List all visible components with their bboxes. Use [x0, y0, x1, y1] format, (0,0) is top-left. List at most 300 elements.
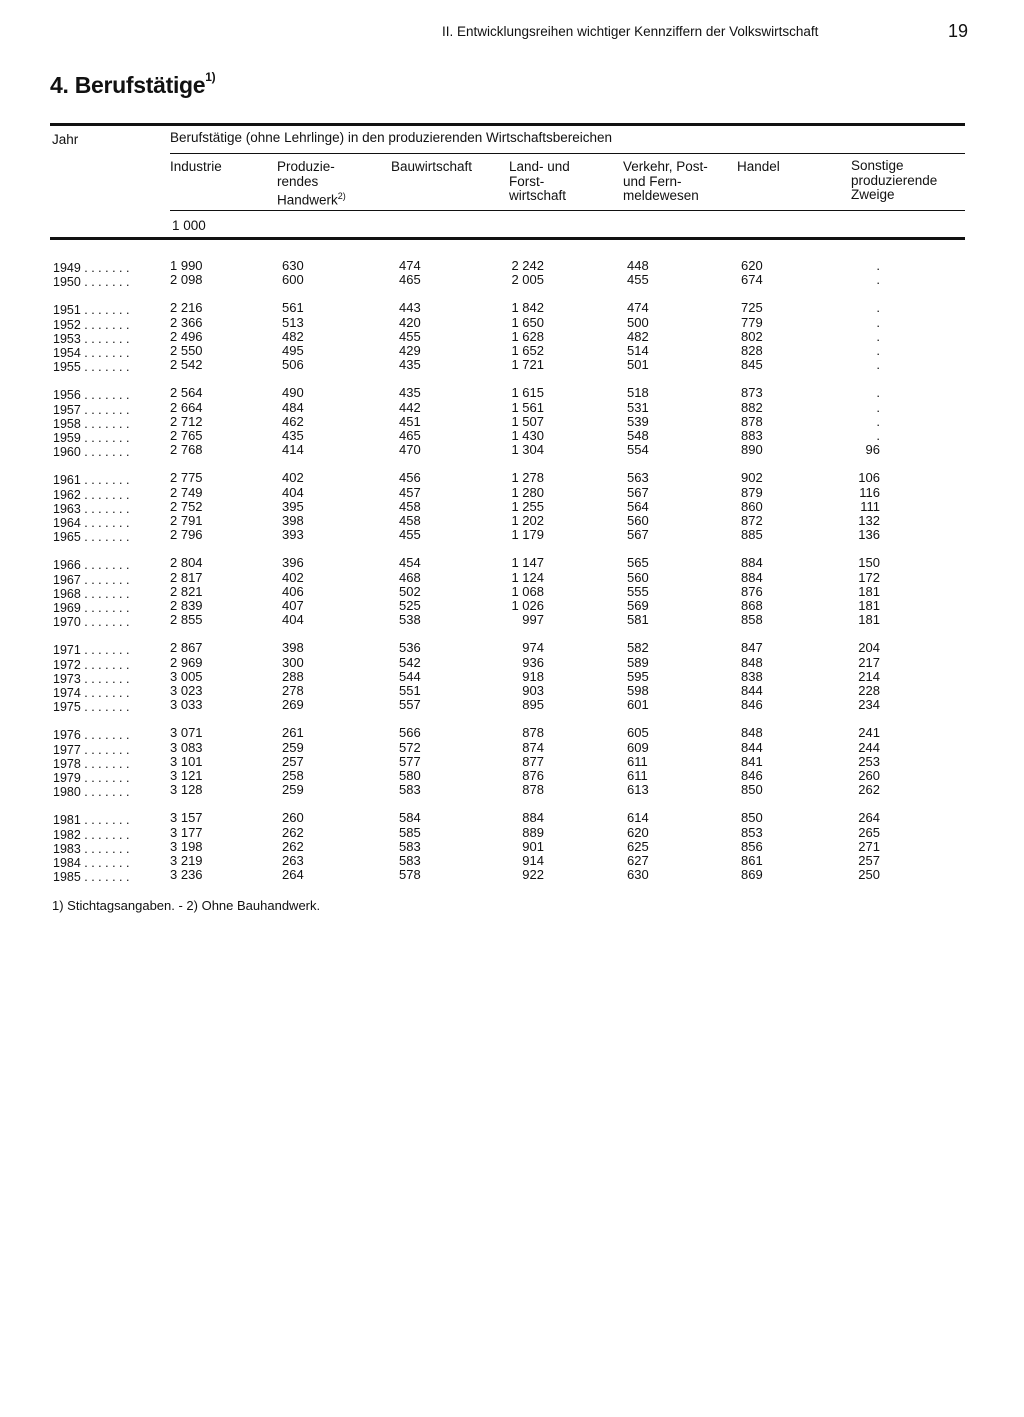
cell-sonstige: 111 [860, 498, 880, 514]
cell-verkehr: 514 [627, 343, 649, 358]
cell-industrie: 2 796 [170, 527, 203, 543]
cell-land-forstwirtschaft: 1 280 [511, 484, 544, 500]
cell-land-forstwirtschaft: 1 068 [511, 583, 544, 599]
row-year: 1976 . . . . . . . [53, 728, 130, 743]
cell-industrie: 2 749 [170, 484, 203, 500]
cell-handwerk: 495 [282, 343, 304, 358]
cell-verkehr: 569 [627, 598, 649, 613]
cell-bauwirtschaft: 442 [399, 399, 421, 415]
cell-handel: 876 [741, 583, 763, 599]
cell-verkehr: 564 [627, 498, 649, 514]
cell-handwerk: 288 [282, 668, 304, 684]
title-footnote-mark: 1) [205, 70, 216, 85]
cell-sonstige: 132 [858, 513, 880, 528]
cell-handwerk: 561 [282, 300, 304, 316]
row-year: 1959 . . . . . . . [53, 431, 130, 445]
cell-handel: 844 [741, 739, 763, 755]
row-year: 1979 . . . . . . . [53, 771, 130, 785]
cell-handwerk: 393 [282, 527, 304, 543]
cell-handwerk: 407 [282, 598, 304, 613]
cell-industrie: 2 775 [170, 470, 203, 486]
cell-industrie: 2 791 [170, 513, 203, 528]
cell-sonstige: . [876, 300, 880, 316]
cell-bauwirtschaft: 584 [399, 810, 421, 826]
row-year: 1965 . . . . . . . [53, 530, 130, 545]
cell-land-forstwirtschaft: 1 628 [511, 328, 544, 344]
row-year: 1981 . . . . . . . [53, 813, 130, 828]
cell-land-forstwirtschaft: 918 [522, 668, 544, 684]
cell-sonstige: 181 [858, 612, 880, 628]
cell-sonstige: 217 [858, 654, 880, 670]
cell-handel: 779 [741, 314, 763, 330]
cell-bauwirtschaft: 551 [399, 683, 421, 698]
cell-verkehr: 482 [627, 328, 649, 344]
cell-handwerk: 263 [282, 853, 304, 868]
row-year: 1966 . . . . . . . [53, 558, 130, 573]
cell-industrie: 2 768 [170, 442, 203, 458]
cell-sonstige: 204 [858, 640, 880, 656]
cell-industrie: 2 817 [170, 569, 203, 585]
cell-verkehr: 627 [627, 853, 649, 868]
cell-land-forstwirtschaft: 876 [522, 768, 544, 783]
row-year: 1982 . . . . . . . [53, 827, 130, 842]
cell-industrie: 2 542 [170, 357, 203, 373]
row-year: 1950 . . . . . . . [53, 275, 130, 290]
cell-bauwirtschaft: 456 [399, 470, 421, 486]
cell-bauwirtschaft: 542 [399, 654, 421, 670]
cell-handel: 869 [741, 867, 763, 883]
cell-bauwirtschaft: 457 [399, 484, 421, 500]
cell-industrie: 3 121 [170, 768, 203, 783]
cell-verkehr: 598 [627, 683, 649, 698]
cell-handwerk: 406 [282, 583, 304, 599]
column-header-line: und Fern- [623, 173, 682, 189]
row-year: 1961 . . . . . . . [53, 473, 130, 488]
row-year: 1957 . . . . . . . [53, 402, 130, 417]
cell-handwerk: 402 [282, 470, 304, 486]
row-year: 1953 . . . . . . . [53, 331, 130, 346]
column-header-line: Industrie [170, 159, 222, 174]
cell-land-forstwirtschaft: 901 [522, 838, 544, 854]
row-year: 1960 . . . . . . . [53, 445, 130, 460]
column-header [509, 160, 570, 204]
cell-land-forstwirtschaft: 878 [522, 725, 544, 741]
cell-handel: 850 [741, 810, 763, 826]
cell-verkehr: 501 [627, 357, 649, 373]
cell-verkehr: 518 [627, 385, 649, 401]
row-year: 1978 . . . . . . . [53, 756, 130, 771]
cell-handwerk: 398 [282, 513, 304, 528]
cell-industrie: 2 839 [170, 598, 203, 613]
cell-land-forstwirtschaft: 936 [522, 654, 544, 670]
cell-land-forstwirtschaft: 1 255 [511, 498, 544, 514]
row-year: 1952 . . . . . . . [53, 317, 130, 332]
cell-sonstige: 228 [858, 683, 880, 698]
cell-handel: 861 [741, 853, 763, 868]
cell-verkehr: 555 [627, 583, 649, 599]
cell-handel: 846 [741, 768, 763, 783]
cell-industrie: 2 550 [170, 343, 203, 358]
cell-handel: 848 [741, 725, 763, 741]
cell-sonstige: 181 [858, 598, 880, 613]
cell-handwerk: 262 [282, 824, 304, 840]
cell-verkehr: 614 [627, 810, 649, 826]
cell-handwerk: 484 [282, 399, 304, 415]
cell-handel: 841 [741, 753, 763, 769]
cell-bauwirtschaft: 458 [399, 513, 421, 528]
cell-industrie: 3 005 [170, 668, 203, 684]
cell-land-forstwirtschaft: 974 [522, 640, 544, 656]
cell-handwerk: 490 [282, 385, 304, 401]
row-year: 1967 . . . . . . . [53, 572, 130, 587]
cell-handel: 868 [741, 598, 763, 613]
cell-land-forstwirtschaft: 1 430 [511, 428, 544, 443]
cell-bauwirtschaft: 502 [399, 583, 421, 599]
cell-verkehr: 455 [627, 272, 649, 288]
cell-verkehr: 625 [627, 838, 649, 854]
column-header-line: produzierende [851, 172, 938, 188]
cell-handel: 879 [741, 484, 763, 500]
cell-verkehr: 609 [627, 739, 649, 755]
cell-bauwirtschaft: 465 [399, 428, 421, 443]
cell-sonstige: . [876, 258, 880, 273]
year-column-header: Jahr [52, 132, 79, 147]
column-header-line: Zweige [851, 187, 895, 202]
column-header-line: Handwerk$^{2)}$ [277, 191, 346, 208]
cell-sonstige: 264 [858, 810, 880, 826]
column-header-line: rendes [277, 173, 319, 189]
cell-handel: 890 [741, 442, 763, 458]
cell-industrie: 3 083 [170, 739, 203, 755]
cell-bauwirtschaft: 468 [399, 569, 421, 585]
cell-bauwirtschaft: 435 [399, 357, 421, 373]
cell-verkehr: 581 [627, 612, 649, 628]
cell-sonstige: 172 [858, 569, 880, 585]
cell-land-forstwirtschaft: 2 242 [511, 258, 544, 273]
cell-industrie: 2 664 [170, 399, 203, 415]
cell-verkehr: 554 [627, 442, 649, 458]
row-year: 1949 . . . . . . . [53, 261, 130, 275]
cell-verkehr: 500 [627, 314, 649, 330]
row-year: 1974 . . . . . . . [53, 686, 130, 700]
cell-handel: 725 [741, 300, 763, 316]
column-header-line: Handel [737, 159, 780, 174]
cell-land-forstwirtschaft: 884 [522, 810, 544, 826]
cell-industrie: 2 366 [170, 314, 203, 330]
cell-bauwirtschaft: 544 [399, 668, 421, 684]
cell-land-forstwirtschaft: 1 124 [511, 569, 544, 585]
cell-land-forstwirtschaft: 914 [522, 853, 544, 868]
cell-land-forstwirtschaft: 1 652 [511, 343, 544, 358]
cell-verkehr: 613 [627, 782, 649, 798]
cell-bauwirtschaft: 577 [399, 753, 421, 769]
cell-industrie: 2 098 [170, 272, 203, 288]
table-title-text: Berufstätige [74, 72, 206, 98]
cell-verkehr: 567 [627, 484, 649, 500]
cell-handwerk: 404 [282, 612, 304, 628]
cell-industrie: 2 216 [170, 300, 203, 316]
cell-sonstige: . [876, 428, 880, 443]
cell-bauwirtschaft: 583 [399, 838, 421, 854]
cell-handwerk: 630 [282, 258, 304, 273]
cell-verkehr: 595 [627, 668, 649, 684]
cell-industrie: 3 157 [170, 810, 203, 826]
cell-bauwirtschaft: 455 [399, 527, 421, 543]
cell-land-forstwirtschaft: 1 561 [511, 399, 544, 415]
cell-verkehr: 611 [627, 768, 648, 783]
cell-handel: 873 [741, 385, 763, 401]
row-year: 1983 . . . . . . . [53, 841, 130, 856]
row-year: 1954 . . . . . . . [53, 346, 130, 360]
cell-verkehr: 567 [627, 527, 649, 543]
cell-industrie: 3 023 [170, 683, 203, 698]
cell-verkehr: 560 [627, 513, 649, 528]
cell-industrie: 3 033 [170, 697, 203, 713]
top-rule [50, 123, 965, 126]
cell-land-forstwirtschaft: 1 304 [511, 442, 544, 458]
cell-sonstige: 150 [858, 555, 880, 571]
cell-verkehr: 582 [627, 640, 649, 656]
cell-land-forstwirtschaft: 1 179 [511, 527, 544, 543]
cell-bauwirtschaft: 525 [399, 598, 421, 613]
cell-verkehr: 605 [627, 725, 649, 741]
cell-verkehr: 565 [627, 555, 649, 571]
cell-handwerk: 261 [282, 725, 304, 741]
cell-sonstige: 106 [858, 470, 880, 486]
cell-land-forstwirtschaft: 895 [522, 697, 544, 713]
unit-label: 1 000 [172, 218, 206, 233]
cell-sonstige: . [876, 343, 880, 358]
cell-sonstige: 96 [865, 442, 880, 458]
cell-sonstige: . [876, 328, 880, 344]
cell-bauwirtschaft: 458 [399, 498, 421, 514]
cell-land-forstwirtschaft: 1 650 [511, 314, 544, 330]
cell-verkehr: 620 [627, 824, 649, 840]
cell-bauwirtschaft: 583 [399, 853, 421, 868]
cell-industrie: 3 071 [170, 725, 203, 741]
column-header-line: Bauwirtschaft [391, 159, 473, 174]
cell-handel: 858 [741, 612, 763, 628]
cell-verkehr: 531 [627, 399, 649, 415]
cell-handwerk: 404 [282, 484, 304, 500]
cell-bauwirtschaft: 572 [399, 739, 421, 755]
cell-sonstige: 234 [858, 697, 880, 713]
cell-sonstige: . [876, 399, 880, 415]
row-year: 1984 . . . . . . . [53, 856, 130, 870]
cell-land-forstwirtschaft: 1 278 [511, 470, 544, 486]
cell-verkehr: 563 [627, 470, 649, 486]
cell-bauwirtschaft: 420 [399, 314, 421, 330]
cell-verkehr: 601 [627, 697, 649, 713]
cell-handel: 856 [741, 838, 763, 854]
cell-industrie: 2 821 [170, 583, 203, 599]
cell-sonstige: 250 [858, 867, 880, 883]
cell-handwerk: 259 [282, 739, 304, 755]
cell-land-forstwirtschaft: 1 202 [511, 513, 544, 528]
cell-verkehr: 539 [627, 413, 649, 429]
column-header-line: Sonstige [851, 158, 904, 173]
cell-handel: 860 [741, 498, 763, 514]
cell-handwerk: 402 [282, 569, 304, 585]
cell-handel: 872 [741, 513, 763, 528]
cell-sonstige: 214 [858, 668, 880, 684]
cell-bauwirtschaft: 465 [399, 272, 421, 288]
cell-bauwirtschaft: 578 [399, 867, 421, 883]
row-year: 1977 . . . . . . . [53, 742, 130, 757]
cell-handel: 884 [741, 555, 763, 571]
cell-industrie: 2 804 [170, 555, 203, 571]
cell-handel: 802 [741, 328, 763, 344]
cell-handwerk: 506 [282, 357, 304, 373]
cell-handwerk: 258 [282, 768, 304, 783]
cell-bauwirtschaft: 443 [399, 300, 421, 316]
cell-handwerk: 396 [282, 555, 304, 571]
row-year: 1973 . . . . . . . [53, 671, 130, 686]
row-year: 1964 . . . . . . . [53, 516, 130, 530]
cell-handwerk: 260 [282, 810, 304, 826]
cell-bauwirtschaft: 536 [399, 640, 421, 656]
row-year: 1969 . . . . . . . [53, 601, 130, 615]
cell-sonstige: 265 [858, 824, 880, 840]
cell-bauwirtschaft: 583 [399, 782, 421, 798]
cell-handel: 828 [741, 343, 763, 358]
cell-sonstige: 253 [858, 753, 880, 769]
row-year: 1972 . . . . . . . [53, 657, 130, 672]
cell-handel: 853 [741, 824, 763, 840]
cell-land-forstwirtschaft: 1 842 [511, 300, 544, 316]
cell-handel: 838 [741, 668, 763, 684]
cell-industrie: 3 198 [170, 838, 203, 854]
cell-handel: 674 [741, 272, 763, 288]
cell-handel: 847 [741, 640, 763, 656]
cell-sonstige: 260 [858, 768, 880, 783]
cell-industrie: 3 236 [170, 867, 203, 883]
column-header [170, 160, 222, 175]
row-year: 1956 . . . . . . . [53, 388, 130, 403]
column-header-line: meldewesen [623, 188, 699, 203]
cell-handwerk: 398 [282, 640, 304, 656]
cell-bauwirtschaft: 451 [399, 413, 421, 429]
cell-handel: 848 [741, 654, 763, 670]
cell-bauwirtschaft: 585 [399, 824, 421, 840]
cell-industrie: 2 564 [170, 385, 203, 401]
cell-handel: 884 [741, 569, 763, 585]
cell-sonstige: . [876, 314, 880, 330]
cell-sonstige: . [876, 413, 880, 429]
cell-verkehr: 560 [627, 569, 649, 585]
cell-handwerk: 462 [282, 413, 304, 429]
cell-handel: 846 [741, 697, 763, 713]
cell-handwerk: 482 [282, 328, 304, 344]
cell-handwerk: 278 [282, 683, 304, 698]
row-year: 1962 . . . . . . . [53, 487, 130, 502]
column-header [623, 160, 708, 204]
cell-industrie: 2 855 [170, 612, 203, 628]
running-header: II. Entwicklungsreihen wichtiger Kennziffern der Volkswirtschaft [442, 24, 819, 39]
spanner-rule [170, 153, 965, 154]
cell-industrie: 3 219 [170, 853, 203, 868]
cell-land-forstwirtschaft: 2 005 [511, 272, 544, 288]
cell-industrie: 3 177 [170, 824, 203, 840]
cell-industrie: 2 765 [170, 428, 203, 443]
cell-handwerk: 435 [282, 428, 304, 443]
column-header-line: Produzie- [277, 159, 335, 174]
page-number: 19 [948, 21, 969, 41]
cell-land-forstwirtschaft: 1 615 [511, 385, 544, 401]
cell-sonstige: 181 [858, 583, 880, 599]
column-footnote-mark: 2) [337, 191, 346, 201]
footnotes: 1) Stichtagsangaben. - 2) Ohne Bauhandwerk. [52, 898, 321, 913]
cell-bauwirtschaft: 538 [399, 612, 421, 628]
row-year: 1951 . . . . . . . [53, 303, 130, 318]
cell-sonstige: 271 [858, 838, 880, 854]
column-header [277, 160, 346, 208]
header-bottom-rule [170, 210, 965, 211]
cell-handel: 620 [741, 258, 763, 273]
cell-land-forstwirtschaft: 997 [522, 612, 544, 628]
cell-handel: 850 [741, 782, 763, 798]
column-header-line: Forst- [509, 173, 545, 189]
cell-sonstige: . [876, 357, 880, 373]
cell-land-forstwirtschaft: 922 [522, 867, 544, 883]
cell-handwerk: 259 [282, 782, 304, 798]
cell-sonstige: 136 [858, 527, 880, 543]
cell-industrie: 2 712 [170, 413, 203, 429]
cell-bauwirtschaft: 470 [399, 442, 421, 458]
cell-bauwirtschaft: 454 [399, 555, 421, 571]
cell-industrie: 3 128 [170, 782, 203, 798]
cell-sonstige: 244 [858, 739, 880, 755]
cell-handel: 844 [741, 683, 763, 698]
cell-land-forstwirtschaft: 1 147 [511, 555, 544, 571]
cell-industrie: 2 867 [170, 640, 203, 656]
cell-verkehr: 448 [627, 258, 649, 273]
cell-sonstige: 262 [858, 782, 880, 798]
table-number: 4. [50, 72, 69, 98]
body-top-rule [50, 237, 965, 240]
cell-handwerk: 395 [282, 498, 304, 514]
cell-bauwirtschaft: 557 [399, 697, 421, 713]
cell-handel: 845 [741, 357, 763, 373]
column-header [851, 159, 937, 203]
cell-sonstige: . [876, 385, 880, 401]
row-year: 1970 . . . . . . . [53, 615, 130, 630]
cell-bauwirtschaft: 474 [399, 258, 421, 273]
column-header-line: wirtschaft [509, 188, 567, 203]
cell-bauwirtschaft: 566 [399, 725, 421, 741]
cell-land-forstwirtschaft: 889 [522, 824, 544, 840]
cell-verkehr: 611 [627, 753, 648, 769]
cell-land-forstwirtschaft: 878 [522, 782, 544, 798]
cell-handwerk: 600 [282, 272, 304, 288]
row-year: 1971 . . . . . . . [53, 643, 130, 658]
row-year: 1980 . . . . . . . [53, 785, 130, 800]
row-year: 1955 . . . . . . . [53, 360, 130, 375]
cell-handel: 902 [741, 470, 763, 486]
column-header [737, 160, 780, 175]
cell-land-forstwirtschaft: 1 026 [511, 598, 544, 613]
cell-handel: 882 [741, 399, 763, 415]
cell-bauwirtschaft: 435 [399, 385, 421, 401]
cell-sonstige: 257 [858, 853, 880, 868]
cell-verkehr: 548 [627, 428, 649, 443]
cell-handel: 883 [741, 428, 763, 443]
spanner-header: Berufstätige (ohne Lehrlinge) in den produzierenden Wirtschaftsbereichen [170, 130, 613, 145]
row-year: 1985 . . . . . . . [53, 870, 130, 885]
cell-verkehr: 474 [627, 300, 649, 316]
cell-land-forstwirtschaft: 877 [522, 753, 544, 769]
cell-industrie: 3 101 [170, 753, 203, 769]
